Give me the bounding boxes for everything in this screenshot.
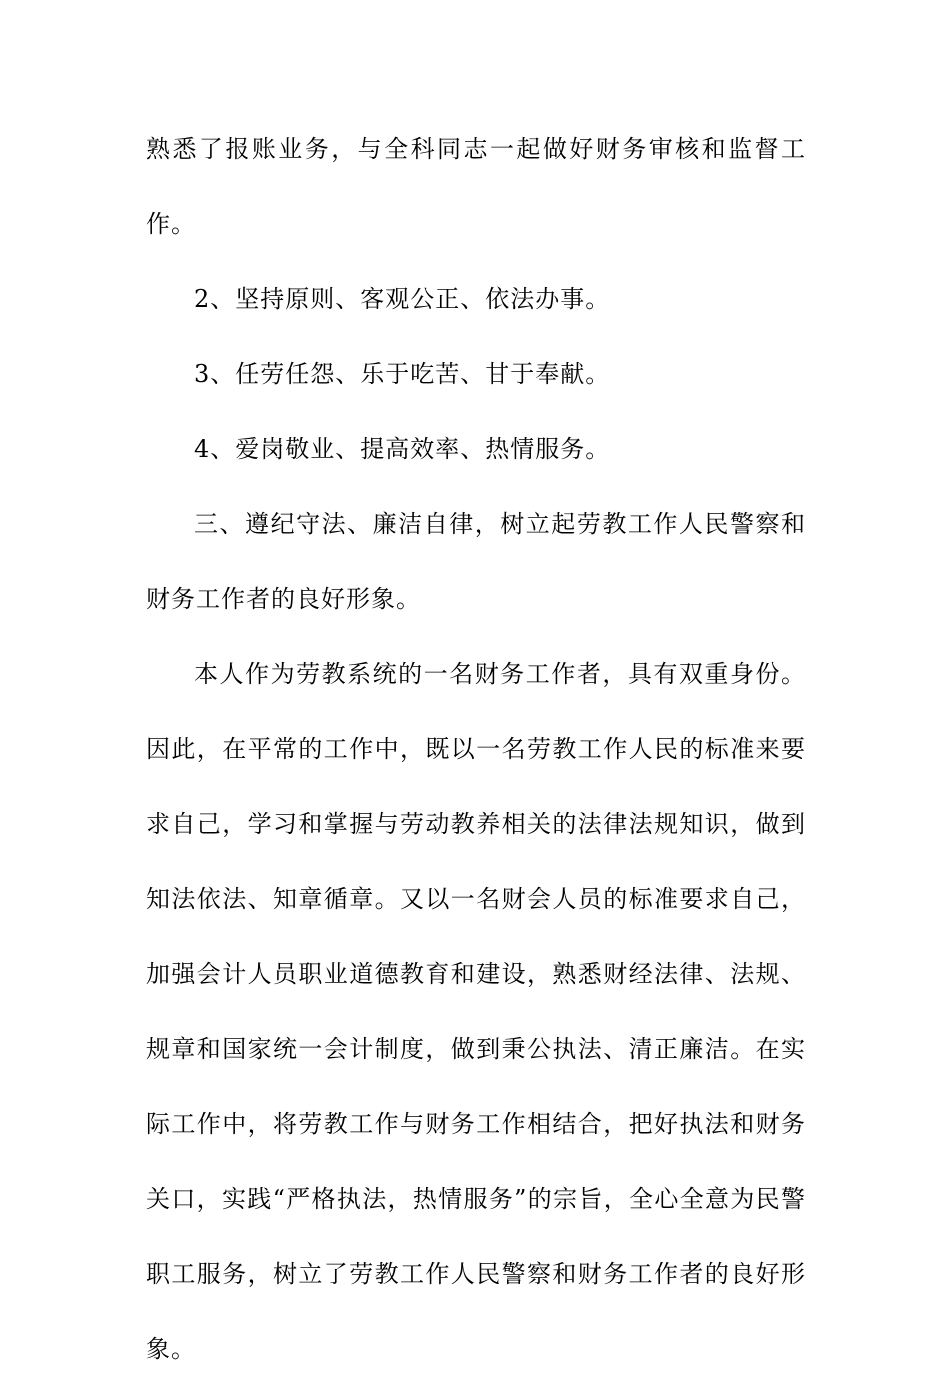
paragraph-4: 4、爱岗敬业、提高效率、热情服务。 xyxy=(194,435,611,463)
paragraph-5: 三、遵纪守法、廉洁自律，树立起劳教工作人民警察和财务工作者的良好形象。 xyxy=(146,510,806,613)
paragraph-1: 熟悉了报账业务，与全科同志一起做好财务审核和监督工作。 xyxy=(146,135,806,238)
document-body xyxy=(146,112,806,1387)
paragraph-2: 2、坚持原则、客观公正、依法办事。 xyxy=(194,285,611,313)
paragraph-3: 3、任劳任怨、乐于吃苦、甘于奉献。 xyxy=(194,360,611,388)
paragraph-6: 本人作为劳教系统的一名财务工作者，具有双重身份。因此，在平常的工作中，既以一名劳教工作人民的标准来要求自己，学习和掌握与劳动教养相关的法律法规知识，做到知法依法、知章循章。又以一名财会人员的标准要求自己，加强会计人员职业道德教育和建设，熟悉财经法律、法规、规章和国家统一会计制度，做到秉公执法、清正廉洁。在实际工作中，将劳教工作与财务工作相结合，把好执法和财务关口，实践“严格执法，热情服务”的宗旨，全心全意为民警职工服务，树立了劳教工作人民警察和财务工作者的良好形象。 xyxy=(146,660,806,1363)
